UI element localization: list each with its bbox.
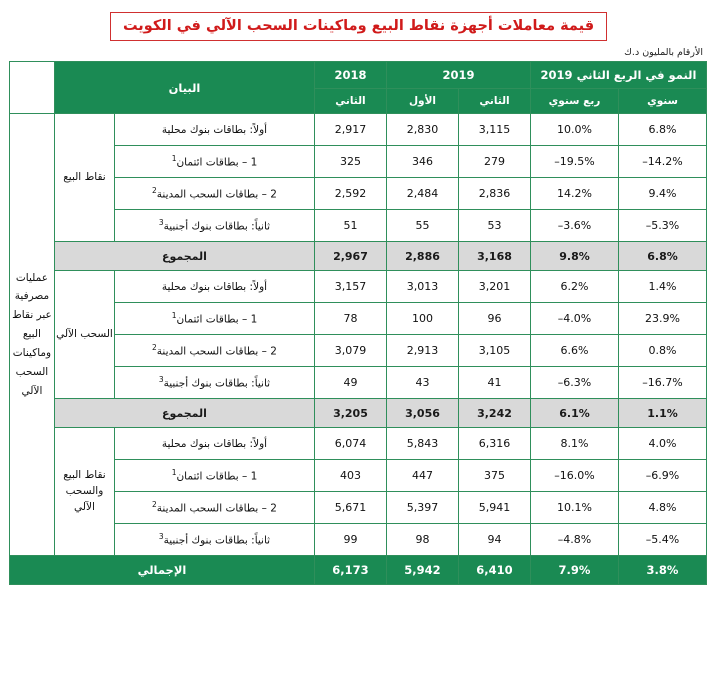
cell-q2-2019: 375 — [458, 460, 530, 492]
cell-q2-2018: 99 — [314, 524, 386, 556]
cell-q2-2019: 2,836 — [458, 178, 530, 210]
cell-growth-quarterly: 14.2% — [530, 178, 618, 210]
cell-q2-2019: 3,105 — [458, 335, 530, 367]
row-label-text: ثانياً: بطاقات بنوك أجنبية — [163, 534, 271, 547]
header-row-1 — [9, 62, 706, 89]
group-label-atm: السحب الآلي — [54, 271, 114, 399]
cell-q1-2019: 98 — [386, 524, 458, 556]
table-row — [9, 146, 706, 178]
cell-growth-quarterly: 19.5%– — [530, 146, 618, 178]
header-year-2018: 2018 — [314, 62, 386, 89]
cell-q1-2019: 55 — [386, 210, 458, 242]
cell-row-label — [114, 210, 314, 242]
cell-row-label — [114, 524, 314, 556]
subtotal-q1-2019: 2,886 — [386, 242, 458, 271]
cell-q1-2019: 2,484 — [386, 178, 458, 210]
cell-q2-2019: 96 — [458, 303, 530, 335]
cell-row-label — [114, 492, 314, 524]
footnote-marker: 1 — [171, 311, 177, 321]
title-container — [10, 12, 707, 41]
table-row — [9, 367, 706, 399]
cell-q2-2019: 53 — [458, 210, 530, 242]
total-row — [9, 556, 706, 585]
cell-growth-annual: 5.4%– — [619, 524, 707, 556]
cell-row-label — [114, 271, 314, 303]
cell-row-label — [114, 146, 314, 178]
cell-growth-annual: 4.8% — [619, 492, 707, 524]
footnote-marker: 3 — [158, 375, 164, 385]
total-growth-quarterly: 7.9% — [530, 556, 618, 585]
transactions-table — [9, 61, 707, 585]
cell-q2-2019: 3,115 — [458, 114, 530, 146]
subtotal-q2-2019: 3,168 — [458, 242, 530, 271]
cell-q1-2019: 100 — [386, 303, 458, 335]
total-q2-2018: 6,173 — [314, 556, 386, 585]
units-note: الأرقام بالمليون د.ك — [624, 47, 703, 59]
table-row — [9, 524, 706, 556]
cell-row-label — [114, 114, 314, 146]
footnote-marker: 2 — [152, 500, 157, 510]
row-label-text: أولاً: بطاقات بنوك محلية — [161, 437, 268, 450]
cell-q1-2019: 43 — [386, 367, 458, 399]
subtotal-q1-2019: 3,056 — [386, 399, 458, 428]
row-label-text: أولاً: بطاقات بنوك محلية — [161, 280, 268, 293]
subtotal-growth-annual: 6.8% — [619, 242, 707, 271]
cell-q2-2019: 279 — [458, 146, 530, 178]
subtotal-row — [9, 242, 706, 271]
cell-growth-annual: 6.9%– — [619, 460, 707, 492]
table-row — [9, 114, 706, 146]
header-q2-2018: الثاني — [314, 89, 386, 114]
total-q2-2019: 6,410 — [458, 556, 530, 585]
row-label-text: 2 – بطاقات السحب المدينة — [156, 502, 277, 515]
cell-row-label — [114, 460, 314, 492]
cell-q1-2019: 2,830 — [386, 114, 458, 146]
page-title: قيمة معاملات أجهزة نقاط البيع وماكينات السحب الآلي في الكويت — [122, 18, 595, 34]
cell-growth-annual: 6.8% — [619, 114, 707, 146]
cell-q1-2019: 5,397 — [386, 492, 458, 524]
cell-growth-annual: 14.2%– — [619, 146, 707, 178]
cell-growth-quarterly: 6.3%– — [530, 367, 618, 399]
cell-growth-annual: 9.4% — [619, 178, 707, 210]
table-row — [9, 460, 706, 492]
group-label-pos: نقاط البيع — [54, 114, 114, 242]
header-q2-2019: الثاني — [458, 89, 530, 114]
subtotal-growth-quarterly: 9.8% — [530, 242, 618, 271]
total-growth-annual: 3.8% — [619, 556, 707, 585]
cell-q2-2018: 3,157 — [314, 271, 386, 303]
footnote-marker: 2 — [152, 343, 157, 353]
footnote-marker: 1 — [171, 468, 177, 478]
cell-growth-quarterly: 8.1% — [530, 428, 618, 460]
table-header — [9, 62, 706, 114]
table-row — [9, 178, 706, 210]
cell-q2-2018: 325 — [314, 146, 386, 178]
footnote-marker: 3 — [158, 532, 164, 542]
table-row — [9, 492, 706, 524]
row-label-text: ثانياً: بطاقات بنوك أجنبية — [163, 377, 271, 390]
cell-q2-2018: 51 — [314, 210, 386, 242]
cell-growth-annual: 1.4% — [619, 271, 707, 303]
subtotal-label: المجموع — [54, 242, 314, 271]
header-spacer — [9, 62, 54, 114]
cell-row-label — [114, 178, 314, 210]
cell-q2-2018: 3,079 — [314, 335, 386, 367]
table-row — [9, 210, 706, 242]
title-box — [110, 12, 607, 41]
cell-row-label — [114, 303, 314, 335]
cell-q2-2018: 78 — [314, 303, 386, 335]
cell-growth-quarterly: 10.1% — [530, 492, 618, 524]
row-label-text: 2 – بطاقات السحب المدينة — [156, 345, 277, 358]
cell-row-label — [114, 335, 314, 367]
row-label-text: ثانياً: بطاقات بنوك أجنبية — [163, 220, 271, 233]
cell-q2-2019: 3,201 — [458, 271, 530, 303]
cell-growth-annual: 23.9% — [619, 303, 707, 335]
cell-q1-2019: 2,913 — [386, 335, 458, 367]
subtotal-q2-2018: 3,205 — [314, 399, 386, 428]
header-year-2019: 2019 — [386, 62, 530, 89]
cell-row-label — [114, 367, 314, 399]
header-q1-2019: الأول — [386, 89, 458, 114]
table-body — [9, 114, 706, 585]
cell-q2-2018: 49 — [314, 367, 386, 399]
cell-growth-annual: 0.8% — [619, 335, 707, 367]
header-growth-quarterly: ربع سنوي — [530, 89, 618, 114]
row-label-text: 1 – بطاقات ائتمان — [176, 156, 258, 169]
footnote-marker: 2 — [152, 186, 157, 196]
table-row — [9, 303, 706, 335]
cell-growth-annual: 16.7%– — [619, 367, 707, 399]
subtotal-row — [9, 399, 706, 428]
cell-q1-2019: 5,843 — [386, 428, 458, 460]
total-q1-2019: 5,942 — [386, 556, 458, 585]
cell-q1-2019: 3,013 — [386, 271, 458, 303]
cell-q2-2018: 2,917 — [314, 114, 386, 146]
cell-q2-2019: 6,316 — [458, 428, 530, 460]
cell-growth-quarterly: 6.6% — [530, 335, 618, 367]
cell-row-label — [114, 428, 314, 460]
cell-growth-quarterly: 4.8%– — [530, 524, 618, 556]
subtotal-growth-quarterly: 6.1% — [530, 399, 618, 428]
cell-growth-quarterly: 6.2% — [530, 271, 618, 303]
side-group-label: عمليات مصرفية عبر نقاط البيع وماكينات السحب الآلي — [9, 114, 54, 556]
cell-growth-quarterly: 10.0% — [530, 114, 618, 146]
cell-growth-quarterly: 16.0%– — [530, 460, 618, 492]
group-label-pos-atm: نقاط البيع والسحب الآلي — [54, 428, 114, 556]
cell-growth-annual: 5.3%– — [619, 210, 707, 242]
cell-q1-2019: 346 — [386, 146, 458, 178]
table-row — [9, 335, 706, 367]
subtotal-growth-annual: 1.1% — [619, 399, 707, 428]
cell-q2-2018: 6,074 — [314, 428, 386, 460]
cell-q2-2018: 403 — [314, 460, 386, 492]
header-growth-annual: سنوي — [619, 89, 707, 114]
footnote-marker: 1 — [171, 154, 177, 164]
total-label: الإجمالي — [9, 556, 314, 585]
table-row — [9, 428, 706, 460]
row-label-text: 1 – بطاقات ائتمان — [176, 313, 258, 326]
row-label-text: 2 – بطاقات السحب المدينة — [156, 188, 277, 201]
cell-q2-2018: 2,592 — [314, 178, 386, 210]
cell-q1-2019: 447 — [386, 460, 458, 492]
cell-q2-2019: 41 — [458, 367, 530, 399]
cell-q2-2018: 5,671 — [314, 492, 386, 524]
row-label-text: أولاً: بطاقات بنوك محلية — [161, 123, 268, 136]
cell-q2-2019: 5,941 — [458, 492, 530, 524]
cell-growth-quarterly: 4.0%– — [530, 303, 618, 335]
cell-growth-quarterly: 3.6%– — [530, 210, 618, 242]
header-statement: البيان — [54, 62, 314, 114]
row-label-text: 1 – بطاقات ائتمان — [176, 470, 258, 483]
table-row — [9, 271, 706, 303]
subtotal-q2-2018: 2,967 — [314, 242, 386, 271]
subtotal-label: المجموع — [54, 399, 314, 428]
header-growth-group: النمو في الربع الثاني 2019 — [530, 62, 706, 89]
cell-q2-2019: 94 — [458, 524, 530, 556]
units-note-row — [10, 47, 707, 58]
cell-growth-annual: 4.0% — [619, 428, 707, 460]
footnote-marker: 3 — [158, 218, 164, 228]
subtotal-q2-2019: 3,242 — [458, 399, 530, 428]
